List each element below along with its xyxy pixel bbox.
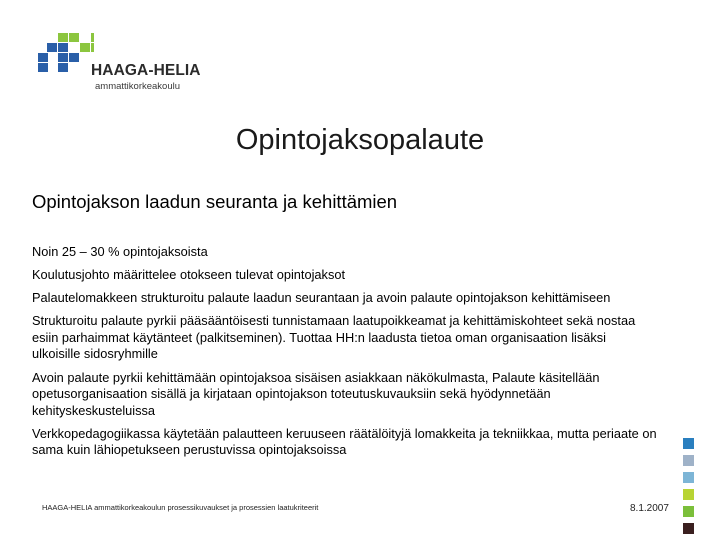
list-item: Strukturoitu palaute pyrkii pääsääntöisesti tunnistamaan laatupoikkeamat ja kehittämiskohteet sekä nostaa esiin parhaimmat käytänteet (palkitseminen). Tuottaa HH:n laadusta tietoa oman organisaation lisäksi ulkoisille sidosryhmille	[32, 313, 636, 362]
bullet-list	[32, 244, 657, 466]
footer-text: HAAGA-HELIA ammattikorkeakoulun prosessikuvaukset ja prosessien laatukriteerit	[42, 503, 319, 512]
list-item: Verkkopedagogiikassa käytetään palautteen keruuseen räätälöityjä lomakkeita ja tekniikkaa, mutta periaate on sama kuin lähiopetukseen perustuvissa opintojaksoissa	[32, 425, 657, 458]
decor-square	[683, 489, 694, 500]
decor-square	[683, 523, 694, 534]
decorative-squares	[683, 438, 694, 540]
slide-title	[0, 124, 720, 157]
logo-subtitle: ammattikorkeakoulu	[95, 81, 181, 92]
list-item: Noin 25 – 30 % opintojaksoista	[32, 244, 208, 259]
footer-date: 8.1.2007	[630, 503, 669, 514]
slide-title-text: Opintojaksopalaute	[235, 124, 485, 156]
list-item: Palautelomakkeen strukturoitu palaute laadun seurantaan ja avoin palaute opintojakson kehittämiseen	[32, 290, 611, 306]
logo-name: HAAGA-HELIA	[91, 62, 201, 79]
haaga-helia-logo	[38, 32, 208, 92]
logo-mark-icon	[38, 32, 94, 74]
decor-square	[683, 472, 694, 483]
list-item: Avoin palaute pyrkii kehittämään opintojaksoa sisäisen asiakkaan näkökulmasta, Palaute käsitellään opetusorganisaation sisällä ja kirjataan opintojakson toteutuskuvauksiin sekä hyödynnetään kehityskeskusteluissa	[32, 369, 600, 418]
list-item: Koulutusjohto määrittelee otokseen tulevat opintojaksot	[32, 267, 346, 283]
decor-square	[683, 455, 694, 466]
decor-square	[683, 506, 694, 517]
slide-subtitle: Opintojakson laadun seuranta ja kehittämien	[32, 191, 398, 212]
decor-square	[683, 438, 694, 449]
